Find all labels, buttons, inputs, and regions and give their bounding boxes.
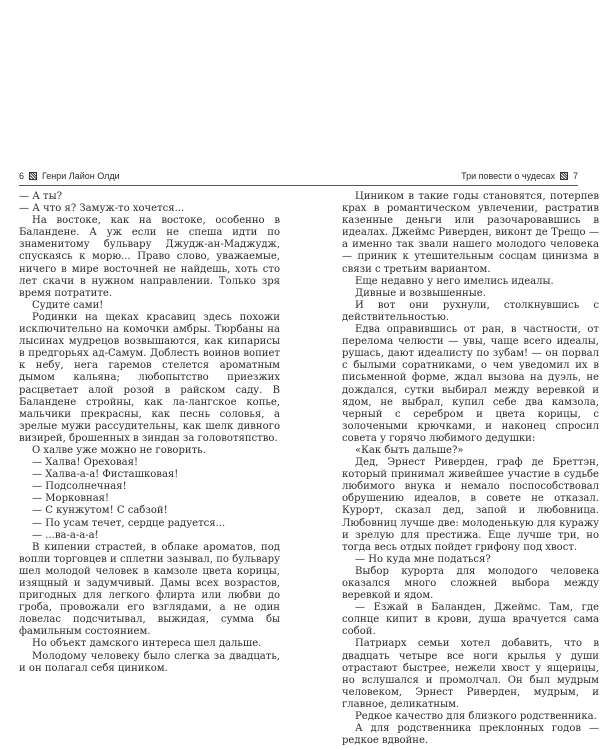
paragraph: Циником в такие годы становятся, потерпев крах в романтическом увлечении, растратив казенные деньги или разочаровавшись в идеалах. Джеймс Риверден, виконт де Трещо — а именно так звали нашего молодого человека — приник к утешительным сосцам цинизма в связи с третьим вариантом.: [342, 191, 599, 275]
paragraph: Но объект дамского интереса шел дальше.: [32, 638, 262, 650]
paragraph: — Но куда мне податься?: [355, 553, 491, 565]
paragraph: Редкое качество для близкого родственника.: [355, 711, 597, 723]
paragraph: — А ты?: [19, 191, 62, 202]
paragraph: — Халва! Ореховая!: [32, 457, 138, 469]
paragraph: «Как быть дальше?»: [355, 444, 464, 456]
paragraph: — А что я? Замуж-то хочется...: [19, 203, 185, 215]
right-page: [300, 0, 600, 750]
paragraph: Еще недавно у него имелись идеалы.: [355, 275, 554, 287]
right-body-text: [342, 191, 599, 747]
left-running-head: [19, 169, 288, 183]
paragraph: Дед, Эрнест Риверден, граф де Бреттэн, который принимал живейшее участие в судьбе любимого внука и немало поспособствовал обрушению идеалов, в совете не отказал. Курорт, сказал дед, запой и любовница. Любовниц лучше две: молоденькую для куражу и зрелую для престижа. Еще лучше три, но тогда весь отдых пойдет грифону под хвост.: [342, 457, 599, 553]
paragraph: А для родственника преклонных годов — редкое вдвойне.: [342, 723, 599, 747]
paragraph: И вот они рухнули, столкнувшись с действительностью.: [342, 299, 599, 323]
paragraph: — Езжай в Баланден, Джеймс. Там, где солнце кипит в крови, душа врачуется сама собой.: [342, 602, 599, 638]
book-title: Три повести о чудесах: [461, 171, 555, 181]
header-rule: [211, 185, 578, 186]
paragraph: Судите сами!: [32, 299, 104, 311]
paragraph: Едва оправившись от ран, в частности, от перелома челюсти — увы, чаще всего идеалы, рушась, дают идеалисту по зубам! — он порвал с былыми соратниками, о чем уведомил их в письменной форме, ждал вызова на дуэль, не дождался, сутки выбирал между веревкой и ядом, не выбрал, купил себе два камзола, черный с серебром и цвета корицы, с золочеными крючками, и наконец спросил совета у горячо любимого дедушки:: [342, 324, 599, 444]
paragraph: — ...ва-а-а-а!: [32, 529, 99, 541]
paragraph: — С кунжутом! С сабзой!: [32, 505, 168, 517]
paragraph: Патриарх семьи хотел добавить, что в двадцать четыре все ноги крылья у души отрастают быстрее, нежели хвост у ящерицы, но вслушался и промолчал. Он был мудрым человеком, Эрнест Риверден, мудрым, и главное, деликатным.: [342, 638, 599, 710]
paragraph: — Морковная!: [32, 493, 110, 505]
author-name: Генри Лайон Олди: [42, 171, 120, 181]
paragraph: В кипении страстей, в облаке ароматов, под вопли торговцев и сплетни зазывал, по бульвару шел молодой человек в камзоле цвета корицы, изящный и задумчивый. Дамы всех возрастов, пригодных для легкого флирта или любви до гроба, провожали его взглядами, а не один ловелас подсчитывал, выжидая, сумма бы фамильным состоянием.: [19, 541, 280, 638]
left-body-text: [19, 191, 280, 675]
paragraph: О халве уже можно не говорить.: [32, 444, 206, 456]
paragraph: — Халва-а-а! Фисташковая!: [32, 469, 179, 481]
paragraph: На востоке, как на востоке, особенно в Баландене. А уж если не спеша идти по знаменитому бульвару Джудж-ан-Маджудж, спускаясь к морю... Право слово, уважаемые, ничего в мире восточней не найдешь, хоть сто лет скачи в нужном направлении. Только зря время потратите.: [19, 215, 280, 299]
paragraph: — Подсолнечная!: [32, 481, 127, 493]
paragraph: Выбор курорта для молодого человека оказался много сложней выбора между веревкой и ядом.: [342, 565, 599, 602]
ornament-icon: [560, 172, 568, 180]
paragraph: Родинки на щеках красавиц здесь похожи исключительно на комочки амбры. Тюрбаны на лысинах мудрецов возвышаются, как кипарисы в предгорьях ад-Самум. Доблесть воинов вопиет к небу, нега гаремов стелется ароматным дымом кальяна; любопытство приезжих расцветает алой розой в райском саду. В Баландене стройны, как ла-лангское копье, мальчики прекрасны, как песнь соловья, а зрелые мужи рассудительны, как шелк дивного визирей, брошенных в зиндан за головотяпство.: [19, 311, 280, 444]
ornament-icon: [29, 172, 37, 180]
right-running-head: [461, 169, 578, 183]
paragraph: Молодому человеку было слегка за двадцать, и он полагал себя циником.: [19, 650, 280, 674]
paragraph: — По усам течет, сердце радуется...: [32, 517, 226, 529]
page-number: 6: [19, 171, 25, 181]
page-number: 7: [572, 171, 578, 181]
paragraph: Дивные и возвышенные.: [355, 287, 486, 299]
